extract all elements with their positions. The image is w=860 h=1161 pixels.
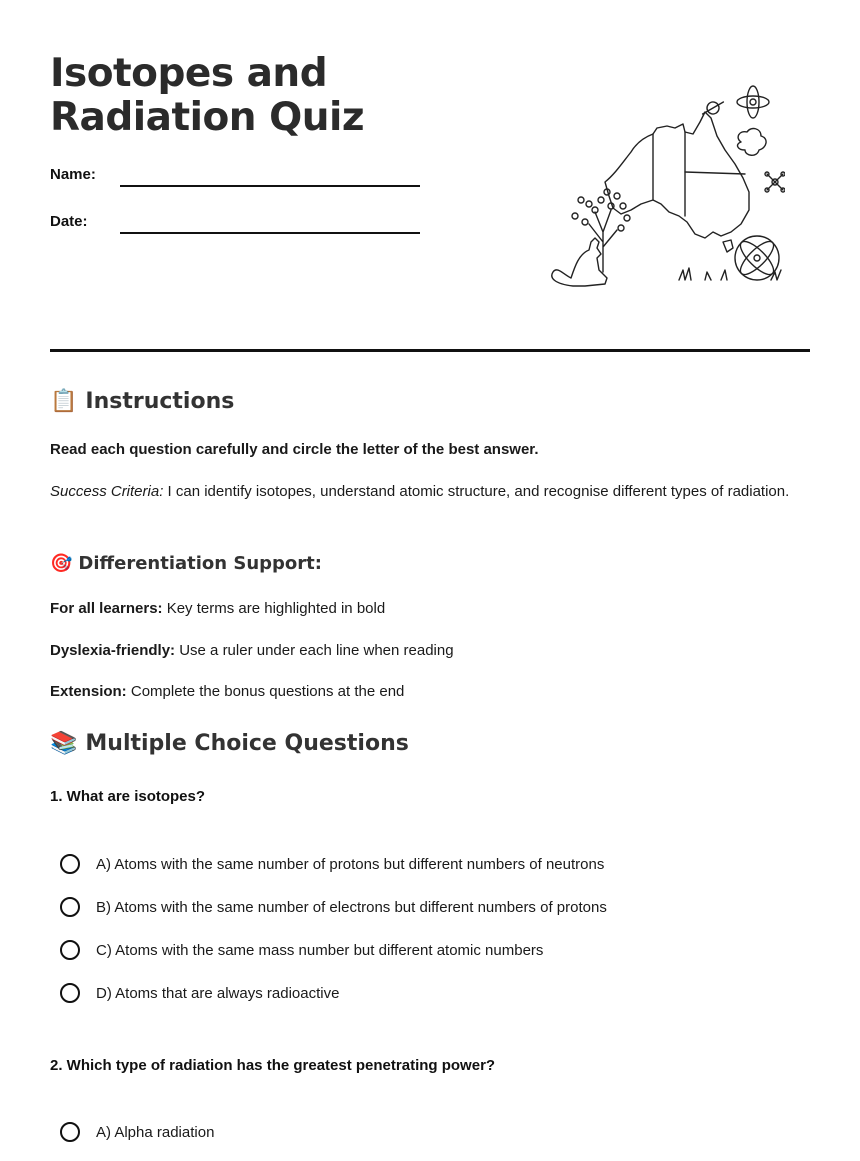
differentiation-heading (50, 553, 322, 574)
clipboard-icon: 📋 (50, 389, 78, 414)
atom-icon-1 (737, 86, 769, 118)
tasmania-icon (723, 240, 733, 252)
date-field[interactable] (50, 213, 420, 243)
differentiation-heading-text: Differentiation Support: (78, 553, 322, 574)
header-divider (50, 349, 810, 352)
instructions-heading (50, 389, 234, 414)
question-1: 1. What are isotopes? (50, 788, 206, 805)
page-title: Isotopes and Radiation Quiz (50, 51, 365, 140)
name-label: Name: (50, 166, 96, 183)
option-label: D) Atoms that are always radioactive (96, 984, 340, 1002)
radio-circle[interactable] (60, 983, 80, 1003)
instructions-heading-text: Instructions (85, 389, 235, 414)
differentiation-item (50, 679, 790, 705)
radio-circle[interactable] (60, 1122, 80, 1142)
option-label: C) Atoms with the same mass number but different atomic numbers (96, 941, 544, 959)
differentiation-item-label: For all learners: (50, 600, 163, 617)
radiation-blob-icon (738, 129, 767, 156)
australia-outline-icon (605, 112, 749, 238)
mcq-heading (50, 731, 409, 756)
tree-trunk-icon (589, 210, 617, 272)
name-field[interactable] (50, 166, 420, 196)
success-criteria-label: Success Criteria: (50, 483, 164, 500)
q1-option-b[interactable] (60, 894, 607, 920)
differentiation-item-label: Extension: (50, 683, 127, 700)
q1-option-a[interactable] (60, 851, 604, 877)
date-input-line[interactable] (120, 232, 420, 234)
q1-option-c[interactable] (60, 937, 543, 963)
molecule-icon (765, 172, 785, 192)
option-label: B) Atoms with the same number of electrons but different numbers of protons (96, 898, 607, 916)
date-label: Date: (50, 213, 88, 230)
radio-circle[interactable] (60, 854, 80, 874)
main-instruction: Read each question carefully and circle the letter of the best answer. (50, 441, 539, 458)
australia-map-illustration (545, 82, 785, 292)
success-criteria-text: I can identify isotopes, understand atomic structure, and recognise different types of radiation. (163, 483, 790, 500)
q1-option-d[interactable] (60, 980, 339, 1006)
differentiation-item (50, 596, 790, 622)
radio-circle[interactable] (60, 897, 80, 917)
differentiation-item (50, 638, 790, 664)
differentiation-item-text: Use a ruler under each line when reading (175, 642, 454, 659)
state-border-3 (685, 172, 745, 174)
differentiation-item-label: Dyslexia-friendly: (50, 642, 176, 659)
q2-option-a[interactable] (60, 1119, 214, 1145)
mcq-heading-text: Multiple Choice Questions (85, 731, 409, 756)
books-icon: 📚 (50, 731, 78, 756)
success-criteria (50, 479, 790, 505)
question-2: 2. Which type of radiation has the greatest penetrating power? (50, 1057, 496, 1074)
option-label: A) Atoms with the same number of protons but different numbers of neutrons (96, 855, 605, 873)
differentiation-item-text: Key terms are highlighted in bold (162, 600, 386, 617)
name-input-line[interactable] (120, 185, 420, 187)
tree-blossoms-icon (572, 189, 630, 231)
target-icon: 🎯 (50, 553, 73, 574)
radio-circle[interactable] (60, 940, 80, 960)
atom-icon-2 (735, 236, 779, 280)
differentiation-item-text: Complete the bonus questions at the end (126, 683, 405, 700)
kangaroo-icon (552, 238, 607, 286)
option-label: A) Alpha radiation (96, 1123, 215, 1141)
